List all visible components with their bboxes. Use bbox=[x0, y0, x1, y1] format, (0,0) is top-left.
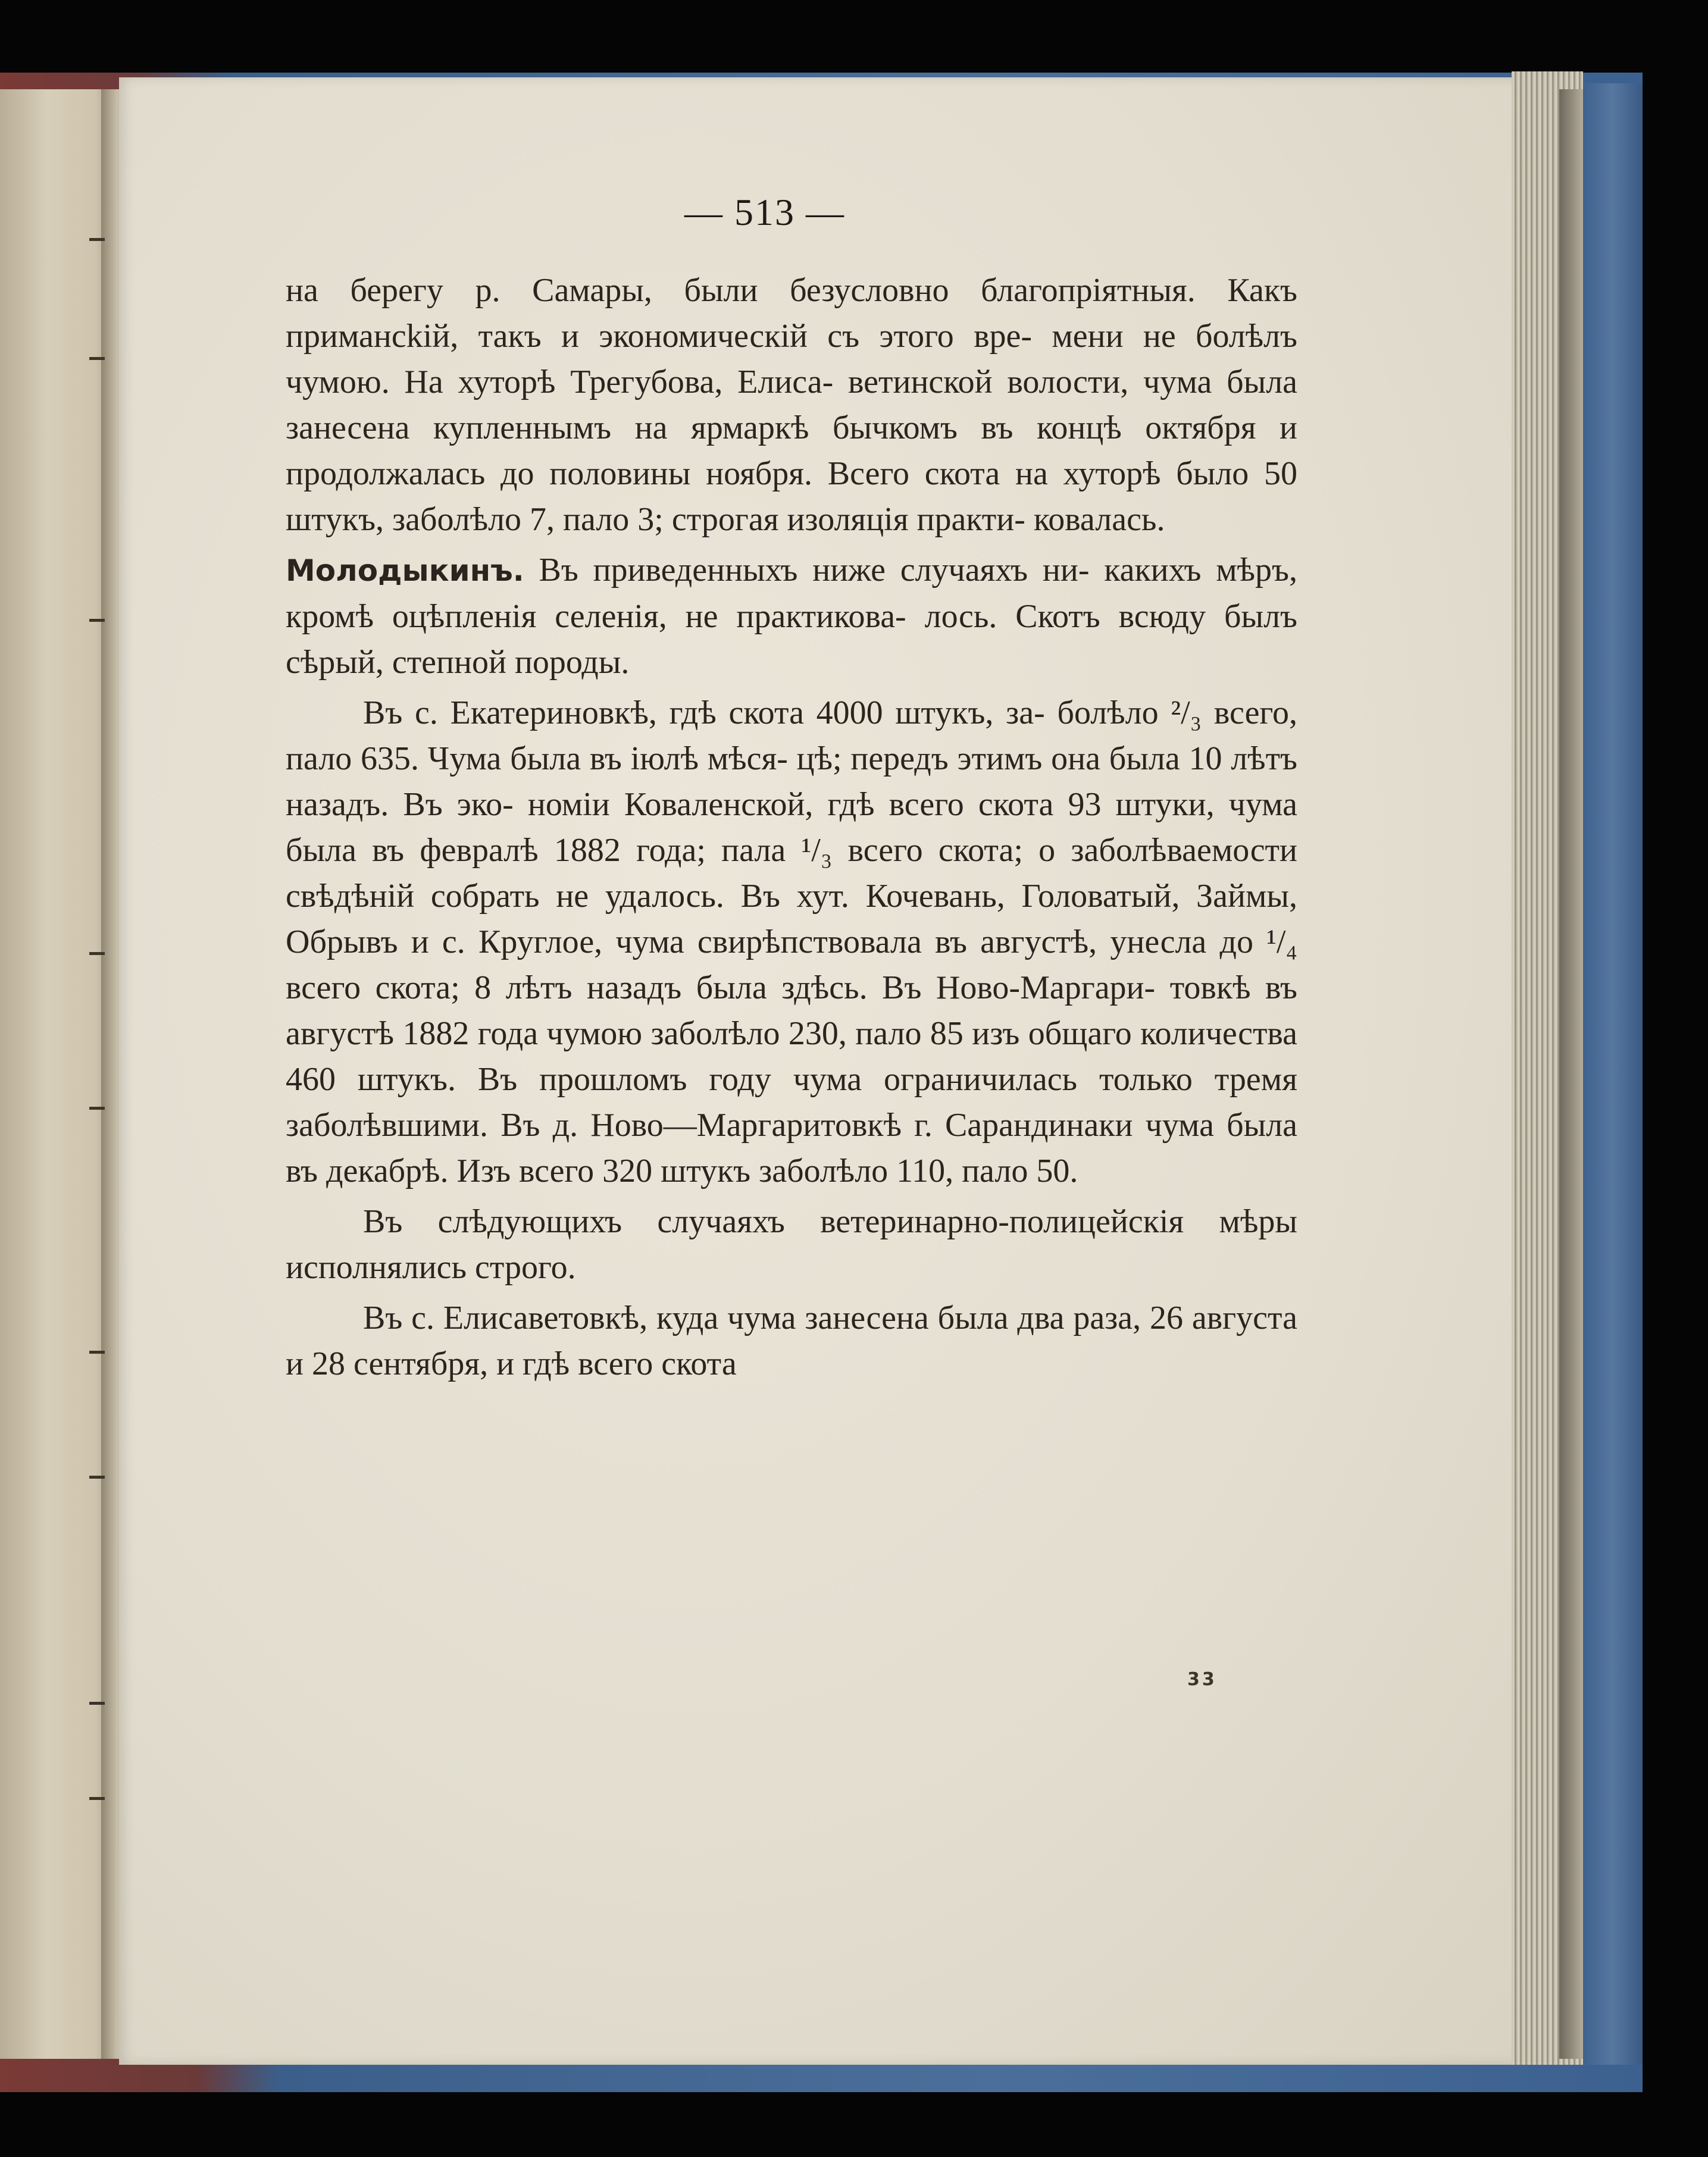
text-line: году чума ограничилась только тремя заболѣвшими. bbox=[286, 1061, 1297, 1144]
paragraph bbox=[286, 1295, 1297, 1387]
text-line: чума свирѣпствовала въ августѣ, унесла до ¹/₄ всего bbox=[286, 923, 1298, 1006]
text-line: 85 изъ общаго количества 460 штукъ. Въ прошломъ bbox=[286, 1015, 1297, 1098]
text-line: была въ февралѣ 1882 года; пала ¹/₃ всего скота; о bbox=[286, 832, 1056, 869]
text-line: ветинской волости, чума была занесена купленнымъ на bbox=[286, 364, 1297, 446]
signature-mark: 33 bbox=[1187, 1669, 1217, 1690]
text-line: штукъ, заболѣло 7, пало 3; строгая изоляція практи- bbox=[286, 501, 1025, 538]
text-line: Въ с. Екатериновкѣ, гдѣ скота 4000 штукъ, за- bbox=[363, 694, 1045, 731]
margin-tick bbox=[89, 1476, 105, 1479]
text-line: мѣры исполнялись строго. bbox=[286, 1203, 1298, 1286]
text-line: заболѣваемости свѣдѣній собрать не удалось. Въ хут. bbox=[286, 832, 1297, 915]
margin-tick bbox=[89, 619, 105, 622]
text-line: 110, пало 50. bbox=[896, 1153, 1078, 1189]
text-line: скота; 8 лѣтъ назадъ была здѣсь. Въ Ново-Маргари- bbox=[375, 969, 1156, 1006]
paragraph bbox=[286, 690, 1297, 1194]
text-line: раза, 26 августа и 28 сентября, и гдѣ всего скота bbox=[286, 1300, 1298, 1382]
text-line: какихъ мѣръ, кромѣ оцѣпленія селенія, не практикова- bbox=[286, 552, 1298, 635]
paragraph bbox=[286, 268, 1297, 543]
text-line: на берегу р. Самары, были безусловно благопріятныя. bbox=[286, 272, 1196, 309]
text-line: до половины ноября. Всего скота на хуторѣ было 50 bbox=[500, 455, 1297, 492]
text-line: мени не болѣлъ чумою. На хуторѣ Трегубова, Елиса- bbox=[286, 318, 1298, 400]
margin-tick bbox=[89, 1702, 105, 1705]
paragraph bbox=[286, 1199, 1297, 1291]
text-line: ярмаркѣ бычкомъ въ концѣ октября и продолжалась bbox=[286, 409, 1298, 492]
book-cover-right bbox=[1583, 83, 1643, 2065]
text-line: Въ д. Ново—Маргаритовкѣ г. Сарандинаки чума bbox=[500, 1107, 1214, 1144]
margin-tick bbox=[89, 1797, 105, 1800]
text-line: товкѣ въ августѣ 1882 года чумою заболѣло 230, пало bbox=[286, 969, 1297, 1052]
page-edges-shadow bbox=[1559, 89, 1583, 2059]
margin-tick bbox=[89, 357, 105, 360]
text-line: цѣ; передъ этимъ она была 10 лѣтъ назадъ. Въ эко- bbox=[286, 740, 1298, 823]
margin-tick bbox=[89, 238, 105, 241]
margin-tick bbox=[89, 1107, 105, 1110]
margin-tick bbox=[89, 1351, 105, 1354]
page-body bbox=[286, 268, 1297, 1387]
text-line: номіи Коваленской, гдѣ всего скота 93 штуки, чума bbox=[527, 786, 1297, 823]
text-line: была въ декабрѣ. Изъ всего 320 штукъ заболѣло bbox=[286, 1107, 1298, 1189]
text-line: Кочевань, Головатый, Займы, Обрывъ и с. Круглое, bbox=[286, 878, 1297, 960]
paragraph-lead: Молодыкинъ. bbox=[286, 553, 524, 588]
text-line: ковалась. bbox=[1033, 501, 1165, 538]
text-line: лось. Скотъ всюду былъ сѣрый, степной породы. bbox=[286, 598, 1297, 681]
margin-tick bbox=[89, 952, 105, 955]
paragraph bbox=[286, 547, 1297, 685]
text-line: болѣло ²/₃ всего, пало 635. Чума была въ іюлѣ мѣся- bbox=[286, 694, 1297, 777]
text-line: Въ приведенныхъ ниже случаяхъ ни- bbox=[524, 552, 1090, 588]
page-number: — 513 — bbox=[684, 191, 845, 233]
text-line: Какъ примансkiй, такъ и экономическій съ этого вре- bbox=[286, 272, 1298, 355]
text-line: Въ с. Елисаветовкѣ, куда чума занесена была два bbox=[363, 1300, 1065, 1336]
text-line: Въ слѣдующихъ случаяхъ ветеринарно-полицейскія bbox=[363, 1203, 1184, 1240]
